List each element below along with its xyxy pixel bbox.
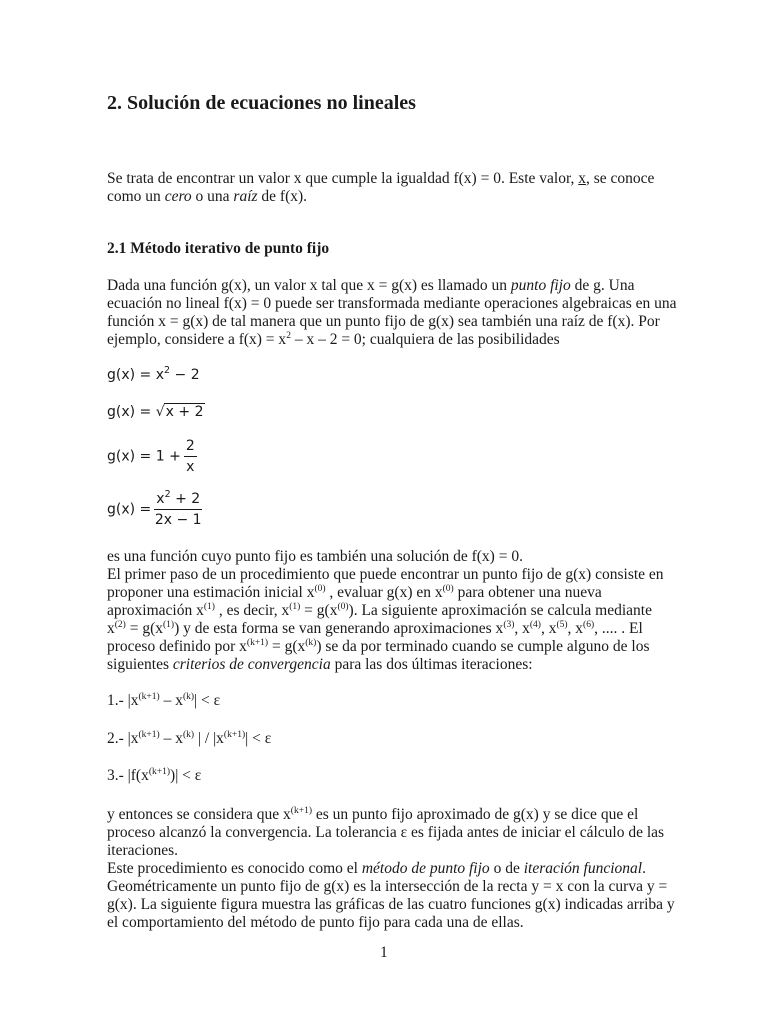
p2-line-4: aproximación $x^{(1)}$ , es decir, $x^{(1)} = g(x^{(0)})$. La siguiente aproximación se calcula mediante <box>107 602 652 619</box>
p1-line-3: función x = g(x) de tal manera que un punto fijo de g(x) sea también una raíz de f(x). Por <box>107 313 660 330</box>
sqrt-symbol: √ <box>155 404 165 420</box>
intro-line-2: como un cero o una raíz de f(x). <box>107 188 308 205</box>
page-title: 2. Solución de ecuaciones no lineales <box>107 92 416 114</box>
fraction: $\frac{2}{x}$ <box>185 438 195 475</box>
p2-line-6: proceso definido por $x^{(k+1)} = g(x^{(k)})$ se da por terminado cuando se cumple alguno de los <box>107 638 650 655</box>
p3-line-3: iteraciones. <box>107 842 179 859</box>
p2-line-5: $x^{(2)} = g(x^{(1)})$ y de esta forma se van generando aproximaciones $x^{(3)}$, $x^{(4)}$, $x^{(5)}$, $x^{(6)}$, .... . El <box>107 620 643 637</box>
criterion-2: 2.- $|x^{(k+1)} - x^{(k)}$ | / $|x^{(k+1)}| < \varepsilon$ <box>107 730 272 747</box>
p3-line-6: g(x). La siguiente figura muestra las gráficas de las cuatro funciones g(x) indicadas arriba y <box>107 896 675 913</box>
p3-line-7: el comportamiento del método de punto fijo para cada una de ellas. <box>107 914 524 931</box>
criterion-3: 3.- $|f(x^{(k+1)})| < \varepsilon$ <box>107 767 202 784</box>
fraction: $\frac{x^2 + 2}{2x - 1}$ <box>154 489 202 528</box>
equation-2: g(x) = √x + 2 <box>107 404 204 420</box>
equation-4: g(x) = $\frac{x^2 + 2}{2x - 1}$ <box>107 489 202 528</box>
p1-line-2: ecuación no lineal f(x) = 0 puede ser transformada mediante operaciones algebraicas en una <box>107 295 677 312</box>
intro-line-1: Se trata de encontrar un valor x que cumple la igualdad f(x) = 0. Este valor, x, se conoce <box>107 170 655 187</box>
equation-3: g(x) = 1 + $\frac{2}{x}$ <box>107 438 195 475</box>
p3-line-1: y entonces se considera que $x^{(k+1)}$ es un punto fijo aproximado de g(x) y se dice que el <box>107 806 639 823</box>
page-number: 1 <box>380 944 388 961</box>
p2-line-3: proponer una estimación inicial $x^{(0)}$ , evaluar g(x) en $x^{(0)}$ para obtener una nueva <box>107 584 602 601</box>
p2-line-2: El primer paso de un procedimiento que puede encontrar un punto fijo de g(x) consiste en <box>107 566 664 583</box>
p1-line-4: ejemplo, considere a $f(x) = x^2 - x - 2 = 0$; cualquiera de las posibilidades <box>107 331 560 348</box>
p2-line-7: siguientes criterios de convergencia para las dos últimas iteraciones: <box>107 656 533 673</box>
p3-line-5: Geométricamente un punto fijo de g(x) es la intersección de la recta y = x con la curva y = <box>107 878 668 895</box>
p1-line-1: Dada una función g(x), un valor x tal que x = g(x) es llamado un punto fijo de g. Una <box>107 277 635 294</box>
equation-1: $g(x) = x^2 - 2$ <box>107 365 200 383</box>
criterion-1: 1.- $|x^{(k+1)} - x^{(k)}| < \varepsilon$ <box>107 692 221 709</box>
p2-line-1: es una función cuyo punto fijo es también una solución de f(x) = 0. <box>107 548 523 565</box>
p3-line-4: Este procedimiento es conocido como el método de punto fijo o de iteración funcional. <box>107 860 646 877</box>
section-heading: 2.1 Método iterativo de punto fijo <box>107 240 330 257</box>
radicand: x + 2 <box>165 404 204 420</box>
p3-line-2: proceso alcanzó la convergencia. La tolerancia ε es fijada antes de iniciar el cálculo de las <box>107 824 665 841</box>
